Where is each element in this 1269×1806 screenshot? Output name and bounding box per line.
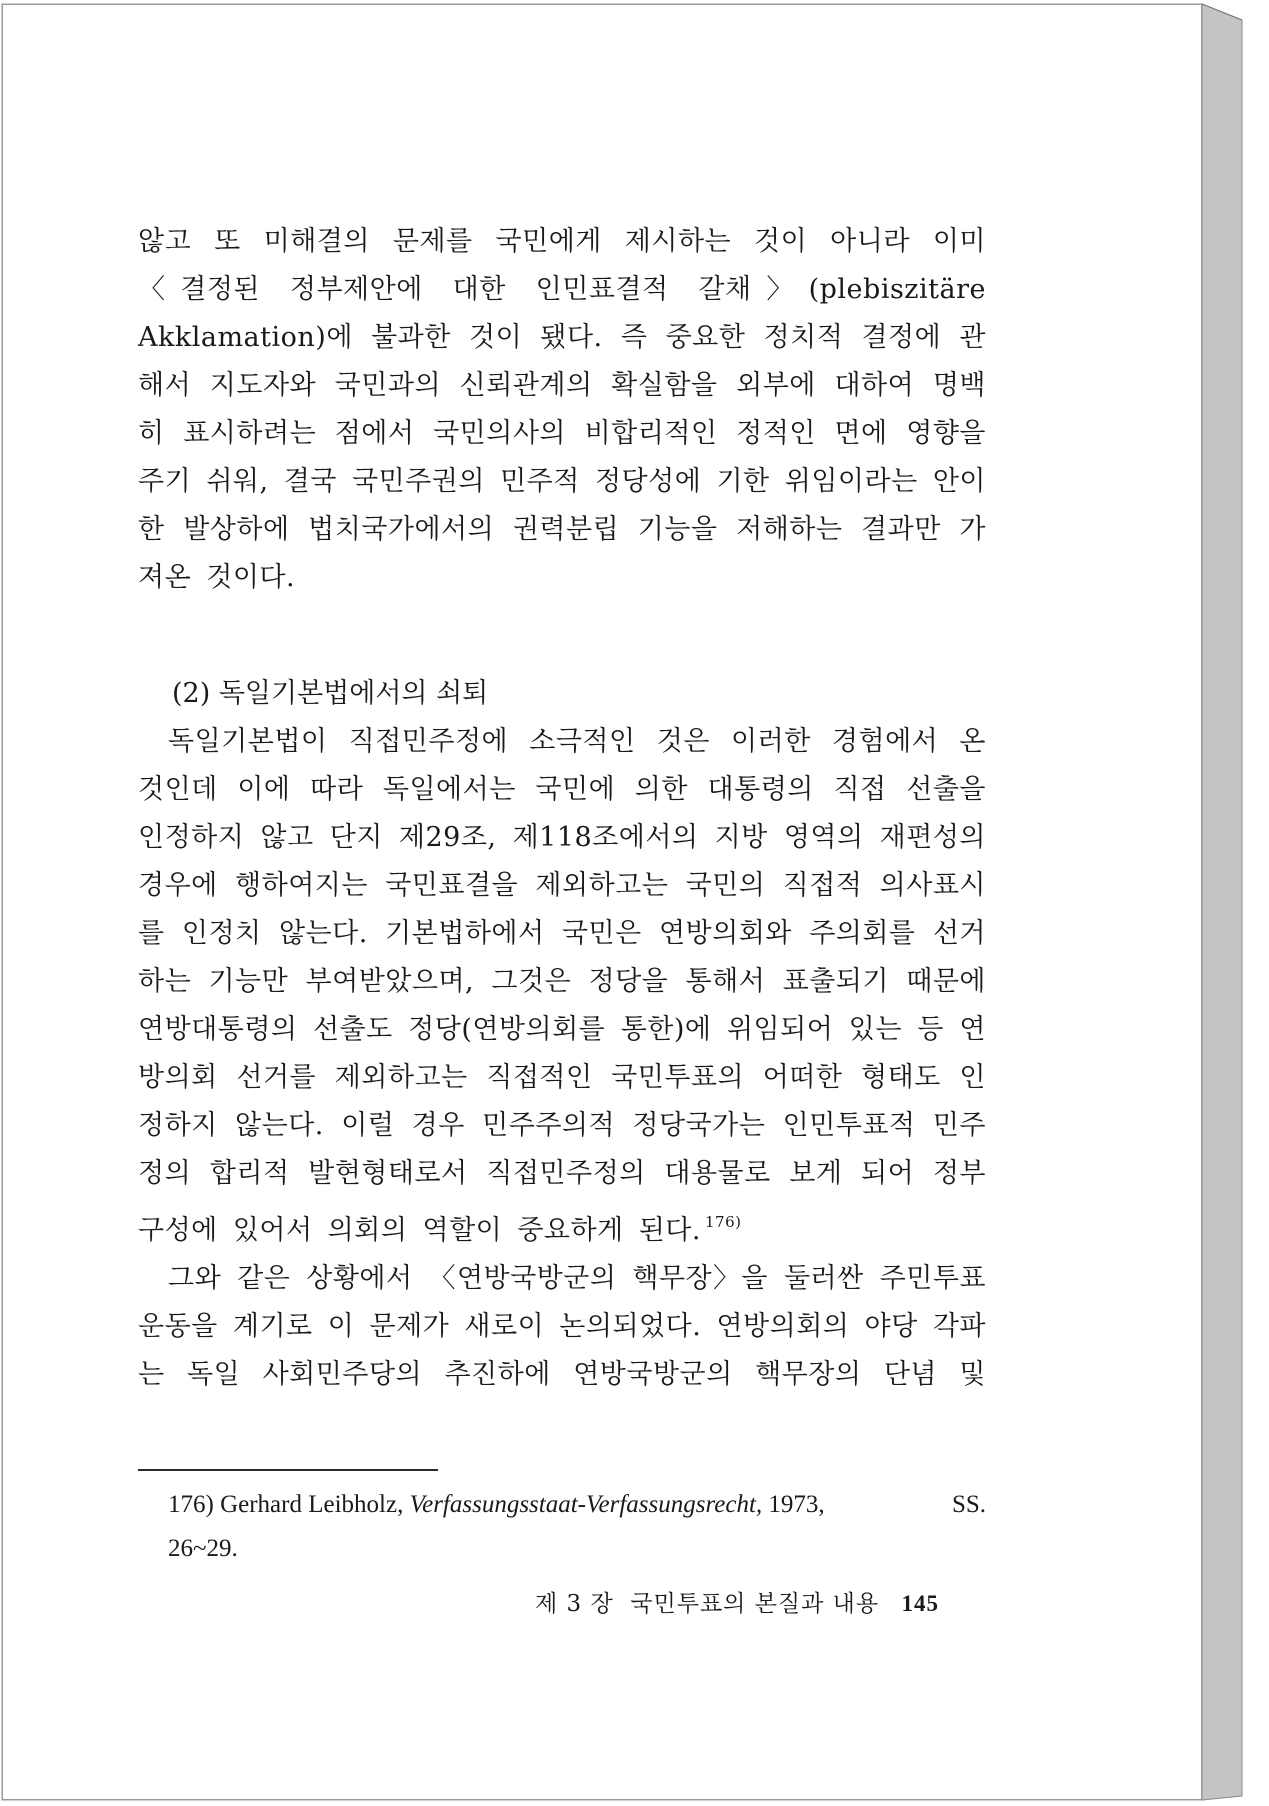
footnote-year: 1973, [768,1491,825,1518]
footnote-pages: 26~29. [168,1535,238,1562]
footnote-reference: 176) [704,1213,742,1231]
footnote-pages-label: SS. [951,1491,986,1518]
footnote-separator [138,1469,438,1471]
page-edge-shadow [1202,0,1269,1806]
chapter-title: 제 3 장 국민투표의 본질과 내용 [535,1591,880,1617]
footnote-title: Verfassungsstaat-Verfassungsrecht, [409,1491,763,1518]
page-body [138,218,986,1399]
footnote-number: 176) [168,1491,214,1518]
footnote-author: Gerhard Leibholz, [220,1491,404,1518]
footnote [168,1483,986,1571]
paragraph-2: 독일기본법이 직접민주정에 소극적인 것은 이러한 경험에서 온 것인데 이에 따라 독일에서는 국민에 의한 대통령의 직접 선출을 인정하지 않고 단지 제29조, 제118조에서의 지방 영역의 재편성의 경우에 행하여지는 국민표결을 제외하고는 국민의 직접적 의사표시를 인정치 않는다. 기본법하에서 국민은 연방의회와 주의회를 선거하는 기능만 부여받았으며, 그것은 정당을 통해서 표출되기 때문에 연방대통령의 선출도 정당(연방의회를 통한)에 위임되어 있는 등 연방의회 선거를 제외하고는 직접적인 국민투표의 어떠한 형태도 인정하지 않는다. 이럴 경우 민주주의적 정당국가는 인민투표적 민주정의 합리적 발현형태로서 직접민주정의 대용물로 보게 되어 정부 구성에 있어서 의회의 역할이 중요하게 된다. $^{176)}$ [138,726,986,1246]
running-footer [535,1585,939,1618]
paragraph-continuation: 않고 또 미해결의 문제를 국민에게 제시하는 것이 아니라 이미 〈결정된 정부제안에 대한 인민표결적 갈채〉(plebiszitäre Akklamation)에 불과한 것이 됐다. 즉 중요한 정치적 결정에 관해서 지도자와 국민과의 신뢰관계의 확실함을 외부에 대하여 명백히 표시하려는 점에서 국민의사의 비합리적인 정적인 면에 영향을 주기 쉬워, 결국 국민주권의 민주적 정당성에 기한 위임이라는 안이한 발상하에 법치국가에서의 권력분립 기능을 저해하는 결과만 가져온 것이다. [138,226,986,593]
page-number: 145 [901,1591,939,1616]
paragraph-3: 그와 같은 상황에서 〈연방국방군의 핵무장〉을 둘러싼 주민투표 운동을 계기로 이 문제가 새로이 논의되었다. 연방의회의 야당 각파는 독일 사회민주당의 추진하에 연방국방군의 핵무장의 단념 및 [138,1263,986,1390]
section-heading: (2) 독일기본법에서의 쇠퇴 [172,678,489,709]
